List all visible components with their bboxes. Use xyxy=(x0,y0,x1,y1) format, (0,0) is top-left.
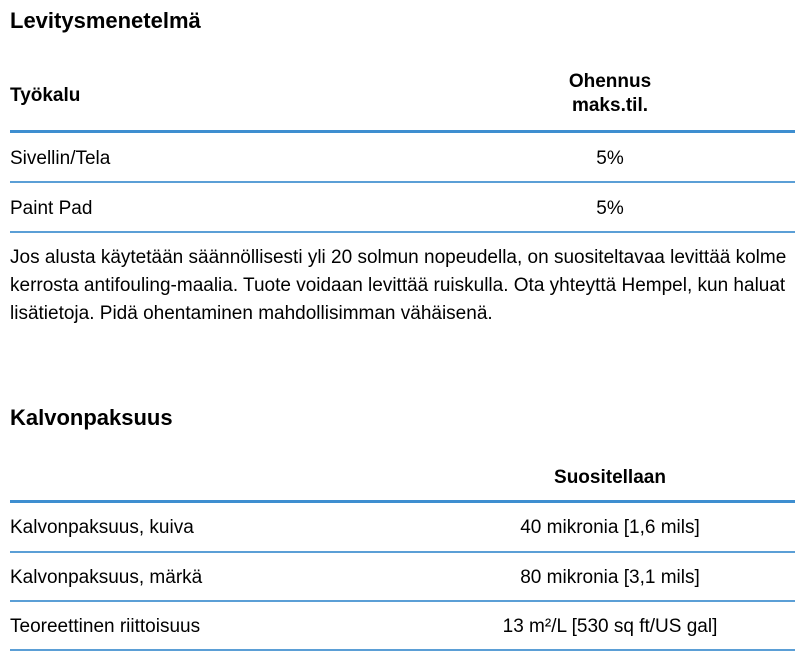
table-row-label: Kalvonpaksuus, kuiva xyxy=(10,517,194,538)
column-header-thinning xyxy=(470,70,750,118)
table-row-divider xyxy=(10,649,795,651)
table-row-label: Teoreettinen riittoisuus xyxy=(10,616,201,637)
section-title-application: Levitysmenetelmä xyxy=(10,8,201,33)
table-row-thinning-value: 5% xyxy=(596,148,624,169)
table-row-value: 40 mikronia [1,6 mils] xyxy=(520,517,700,538)
table-header-divider xyxy=(10,500,795,503)
table-header-divider xyxy=(10,130,795,133)
table-row-divider xyxy=(10,231,795,233)
table-row-divider xyxy=(10,181,795,183)
table-row-thinning-value: 5% xyxy=(596,198,624,219)
section-title-film-thickness: Kalvonpaksuus xyxy=(10,405,173,430)
table-row-divider xyxy=(10,600,795,602)
table-row-tool: Paint Pad xyxy=(10,198,93,219)
column-header-thinning-line1: Ohennus xyxy=(568,71,652,92)
table-row-label: Kalvonpaksuus, märkä xyxy=(10,567,203,588)
table-row-tool: Sivellin/Tela xyxy=(10,148,111,169)
table-row-value: 13 m²/L [530 sq ft/US gal] xyxy=(502,616,718,637)
table-row-divider xyxy=(10,551,795,553)
column-header-recommended: Suositellaan xyxy=(554,467,666,488)
column-header-thinning-line2: maks.til. xyxy=(571,95,649,116)
column-header-tool: Työkalu xyxy=(10,85,81,106)
application-note: Jos alusta käytetään säännöllisesti yli 20 solmun nopeudella, on suositeltavaa levittää kolme kerrosta antifouling-maalia. Tuote voidaan levittää ruiskulla. Ota yhteyttä Hempel, kun haluat lisätietoja. Pidä ohentaminen mahdollisimman vähäisenä. xyxy=(10,247,787,324)
table-row-value: 80 mikronia [3,1 mils] xyxy=(520,567,700,588)
